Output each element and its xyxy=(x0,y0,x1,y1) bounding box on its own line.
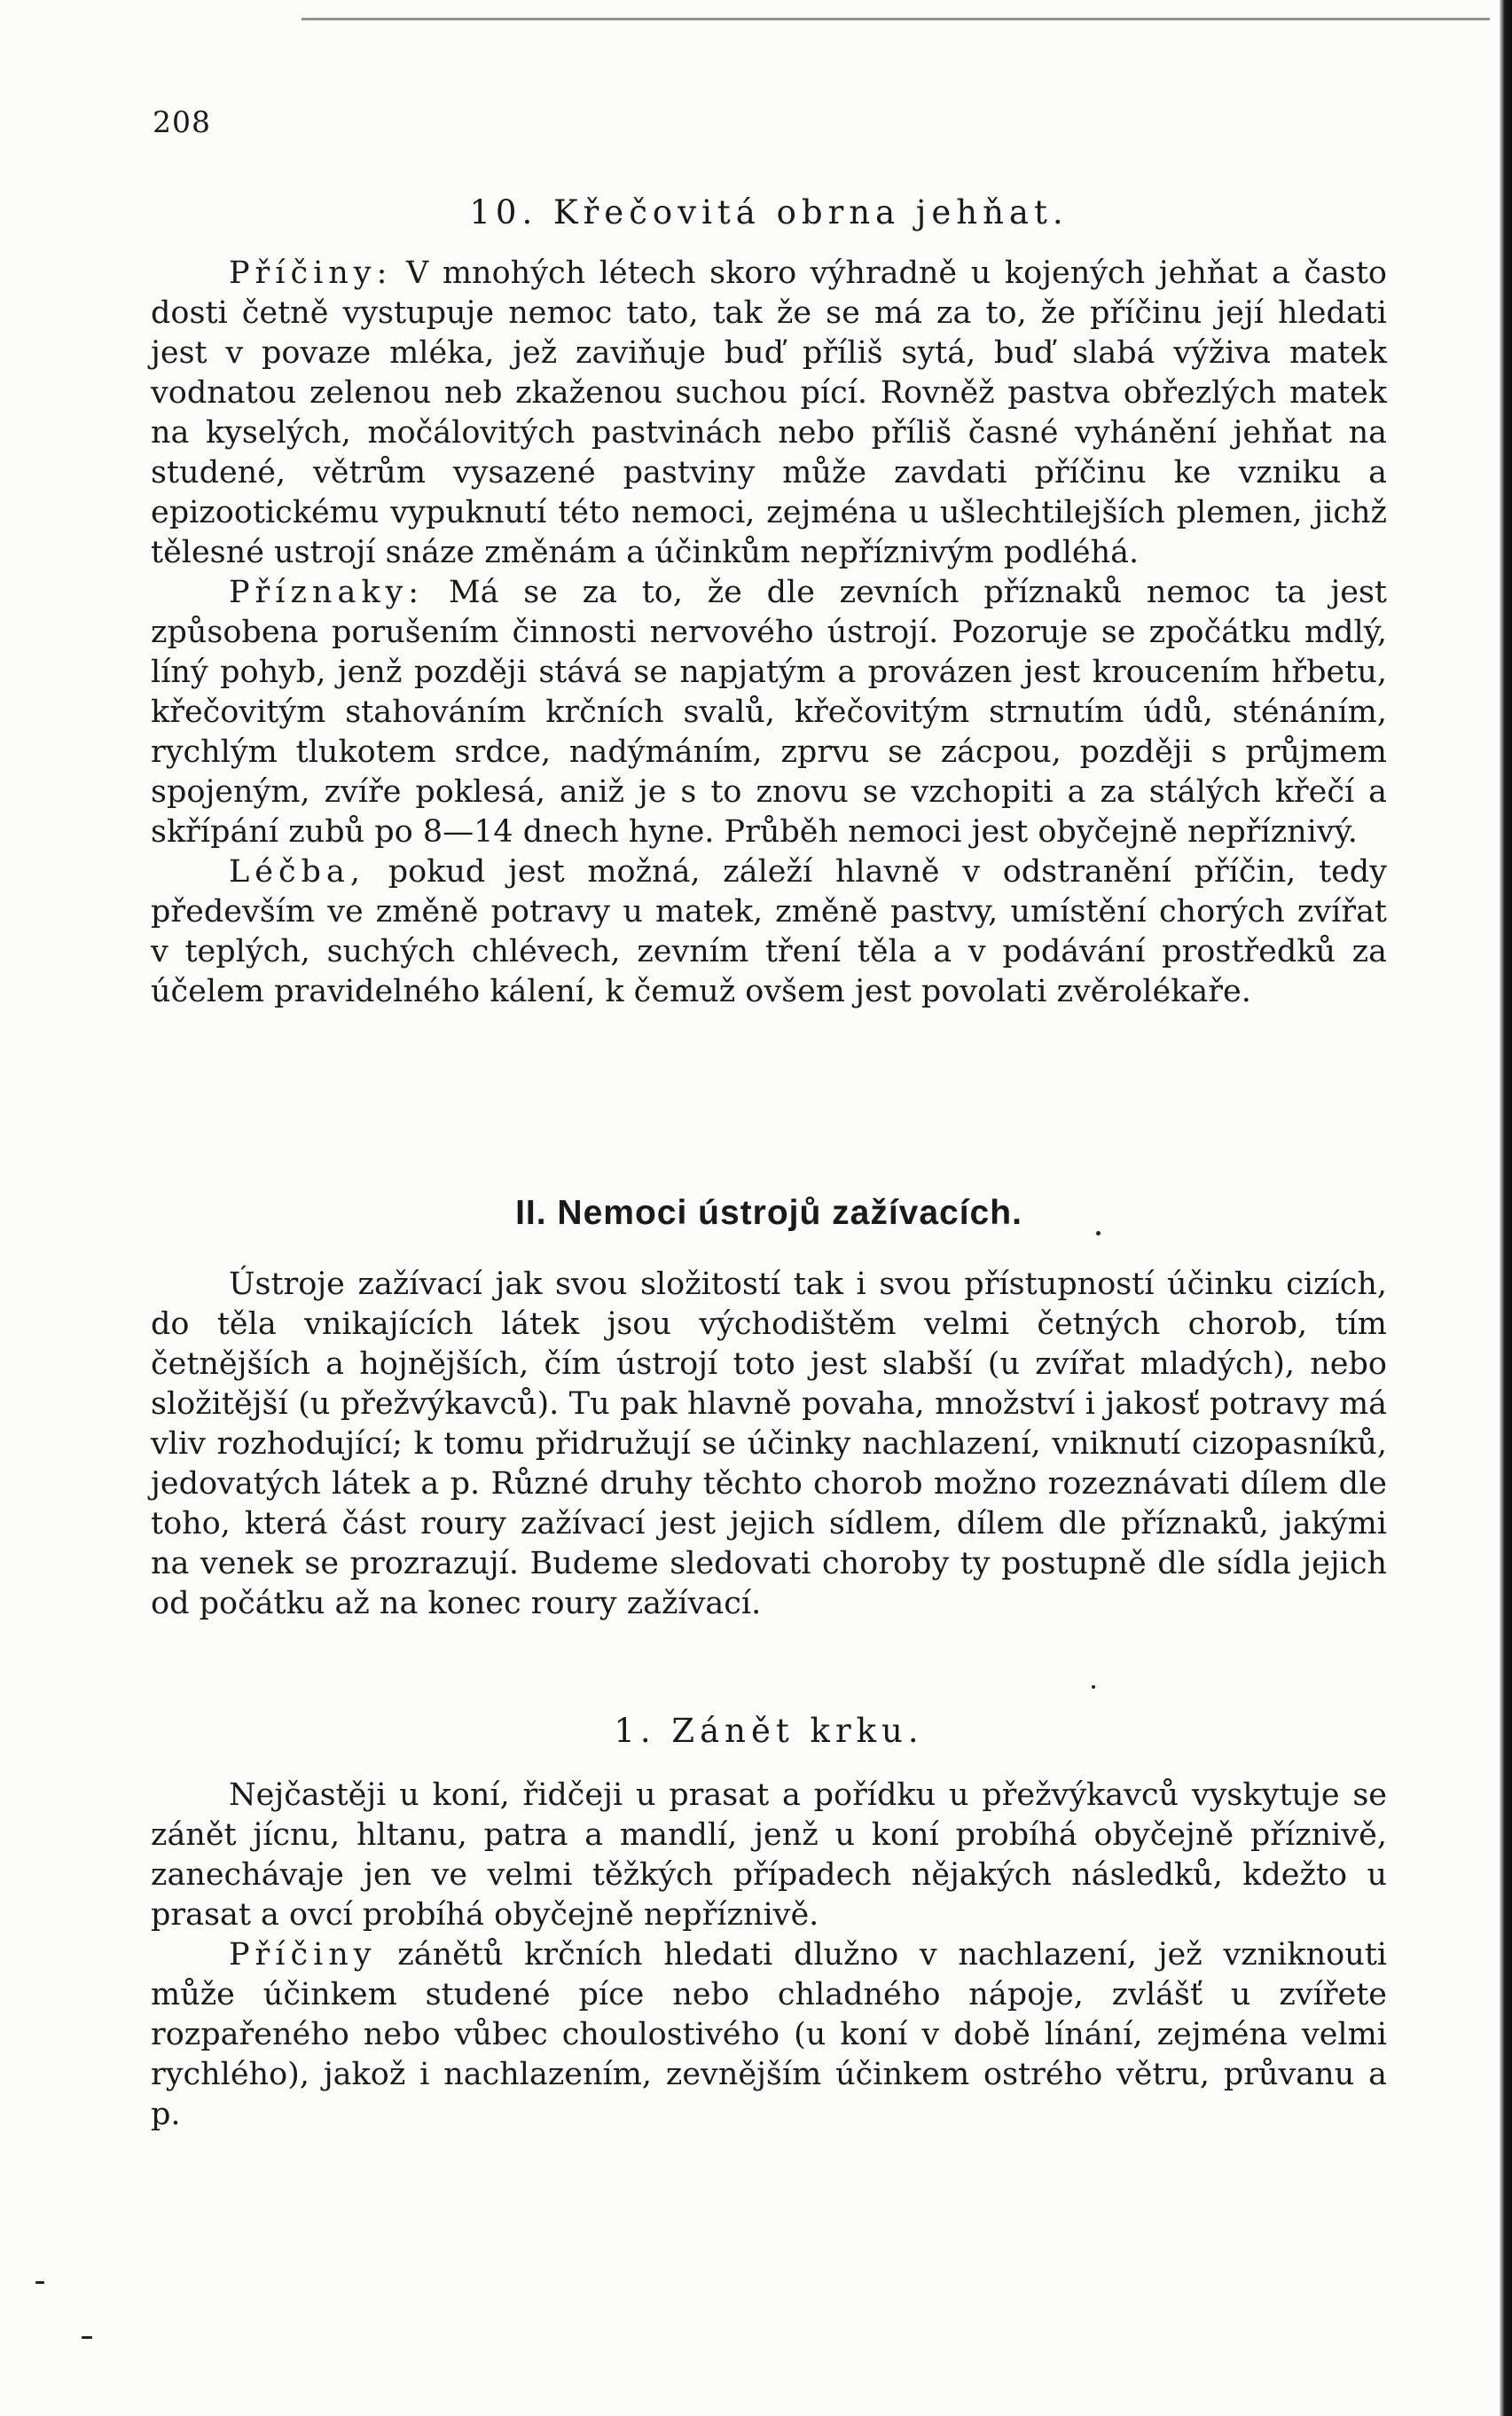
paragraph-digestive-intro xyxy=(151,1265,1387,1624)
paragraph-symptoms xyxy=(151,573,1387,852)
paragraph-text: pokud jest možná, záleží hlavně v odstranění příčin, tedy především ve změně potravy u matek, změně pastvy, umístění chorých zvířat v teplých, suchých chlévech, zevním tření těla a v podávání prostředků za účelem pravidelného kálení, k čemuž ovšem jest povolati zvěrolékaře. xyxy=(151,854,1387,1009)
section-body-digestive-diseases xyxy=(151,1265,1387,1624)
paragraph-lead: Příčiny: xyxy=(229,255,393,291)
paragraph-throat-causes xyxy=(151,1935,1387,2135)
page-edge-shadow xyxy=(1500,0,1512,2416)
paragraph-text: zánětů krčních hledati dlužno v nachlazení, jež vzniknouti může účinkem studené píce nebo chladného nápoje, zvlášť u zvířete rozpařeného nebo vůbec choulostivého (u koní v době línání, zejména velmi rychlého), jakož i nachlazením, zevnějším účinkem ostrého větru, průvanu a p. xyxy=(151,1937,1387,2132)
paragraph-lead: Léčba, xyxy=(229,854,365,890)
scan-speck xyxy=(35,2281,44,2284)
section-body-cramp-paralysis xyxy=(151,254,1387,1012)
scan-speck xyxy=(1092,1685,1095,1689)
scan-speck xyxy=(1096,1231,1101,1235)
section-heading-digestive-diseases: II. Nemoci ústrojů zažívacích. xyxy=(515,1194,1022,1232)
top-scan-rule xyxy=(302,18,1490,20)
paragraph-treatment xyxy=(151,852,1387,1012)
paragraph-text: V mnohých létech skoro výhradně u kojených jehňat a často dosti četně vystupuje nemoc tato, tak že se má za to, že příčinu její hledati jest v povaze mléka, jež zaviňuje buď příliš sytá, buď slabá výživa matek vodnatou zelenou neb zkaženou suchou pící. Rovněž pastva obřezlých matek na kyselých, močálovitých pastvinách nebo příliš časné vyhánění jehňat na studené, větrům vysazené pastviny může zavdati příčinu ke vzniku a epizootickému vypuknutí této nemoci, zejména u ušlechtilejších plemen, jichž tělesné ustrojí snáze změnám a účinkům nepříznivým podléhá. xyxy=(151,255,1387,570)
paragraph-text: Má se za to, že dle zevních příznaků nemoc ta jest způsobena porušením činnosti nervového ústrojí. Pozoruje se zpočátku mdlý, líný pohyb, jenž později stává se napjatým a provázen jest kroucením hřbetu, křečovitým stahováním krčních svalů, křečovitým strnutím údů, sténáním, rychlým tlukotem srdce, nadýmáním, zprvu se zácpou, později s průjmem spojeným, zvíře poklesá, aniž je s to znovu se vzchopiti a za stálých křečí a skřípání zubů po 8—14 dnech hyne. Průběh nemoci jest obyčejně nepříznivý. xyxy=(151,575,1387,850)
paragraph-lead: Příznaky: xyxy=(229,575,425,610)
page-number: 208 xyxy=(153,105,211,139)
scan-speck xyxy=(82,2336,92,2339)
paragraph-lead: Příčiny xyxy=(229,1937,377,1973)
section-heading-cramp-paralysis: 10. Křečovitá obrna jehňat. xyxy=(469,193,1069,231)
section-body-throat-inflammation xyxy=(151,1776,1387,2135)
paragraph-text: Nejčastěji u koní, řidčeji u prasat a pořídku u přežvýkavců vyskytuje se zánět jícnu, hltanu, patra a mandlí, jenž u koní probíhá obyčejně příznivě, zanechávaje jen ve velmi těžkých případech nějakých následků, kdežto u prasat a ovcí probíhá obyčejně nepříznivě. xyxy=(151,1777,1387,1933)
paragraph-throat-occurrence xyxy=(151,1776,1387,1935)
section-heading-throat-inflammation: 1. Zánět krku. xyxy=(614,1712,924,1750)
paragraph-text: Ústroje zažívací jak svou složitostí tak i svou přístupností účinku cizích, do těla vnikajících látek jsou východištěm velmi četných chorob, tím četnějších a hojnějších, čím ústrojí toto jest slabší (u zvířat mladých), nebo složitější (u přežvýkavců). Tu pak hlavně povaha, množství i jakosť potravy má vliv rozhodující; k tomu přidružují se účinky nachlazení, vniknutí cizopasníků, jedovatých látek a p. Různé druhy těchto chorob možno rozeznávati dílem dle toho, která část roury zažívací jest jejich sídlem, dílem dle příznaků, jakými na venek se prozrazují. Budeme sledovati choroby ty postupně dle sídla jejich od počátku až na konec roury zažívací. xyxy=(151,1267,1387,1621)
paragraph-causes xyxy=(151,254,1387,573)
